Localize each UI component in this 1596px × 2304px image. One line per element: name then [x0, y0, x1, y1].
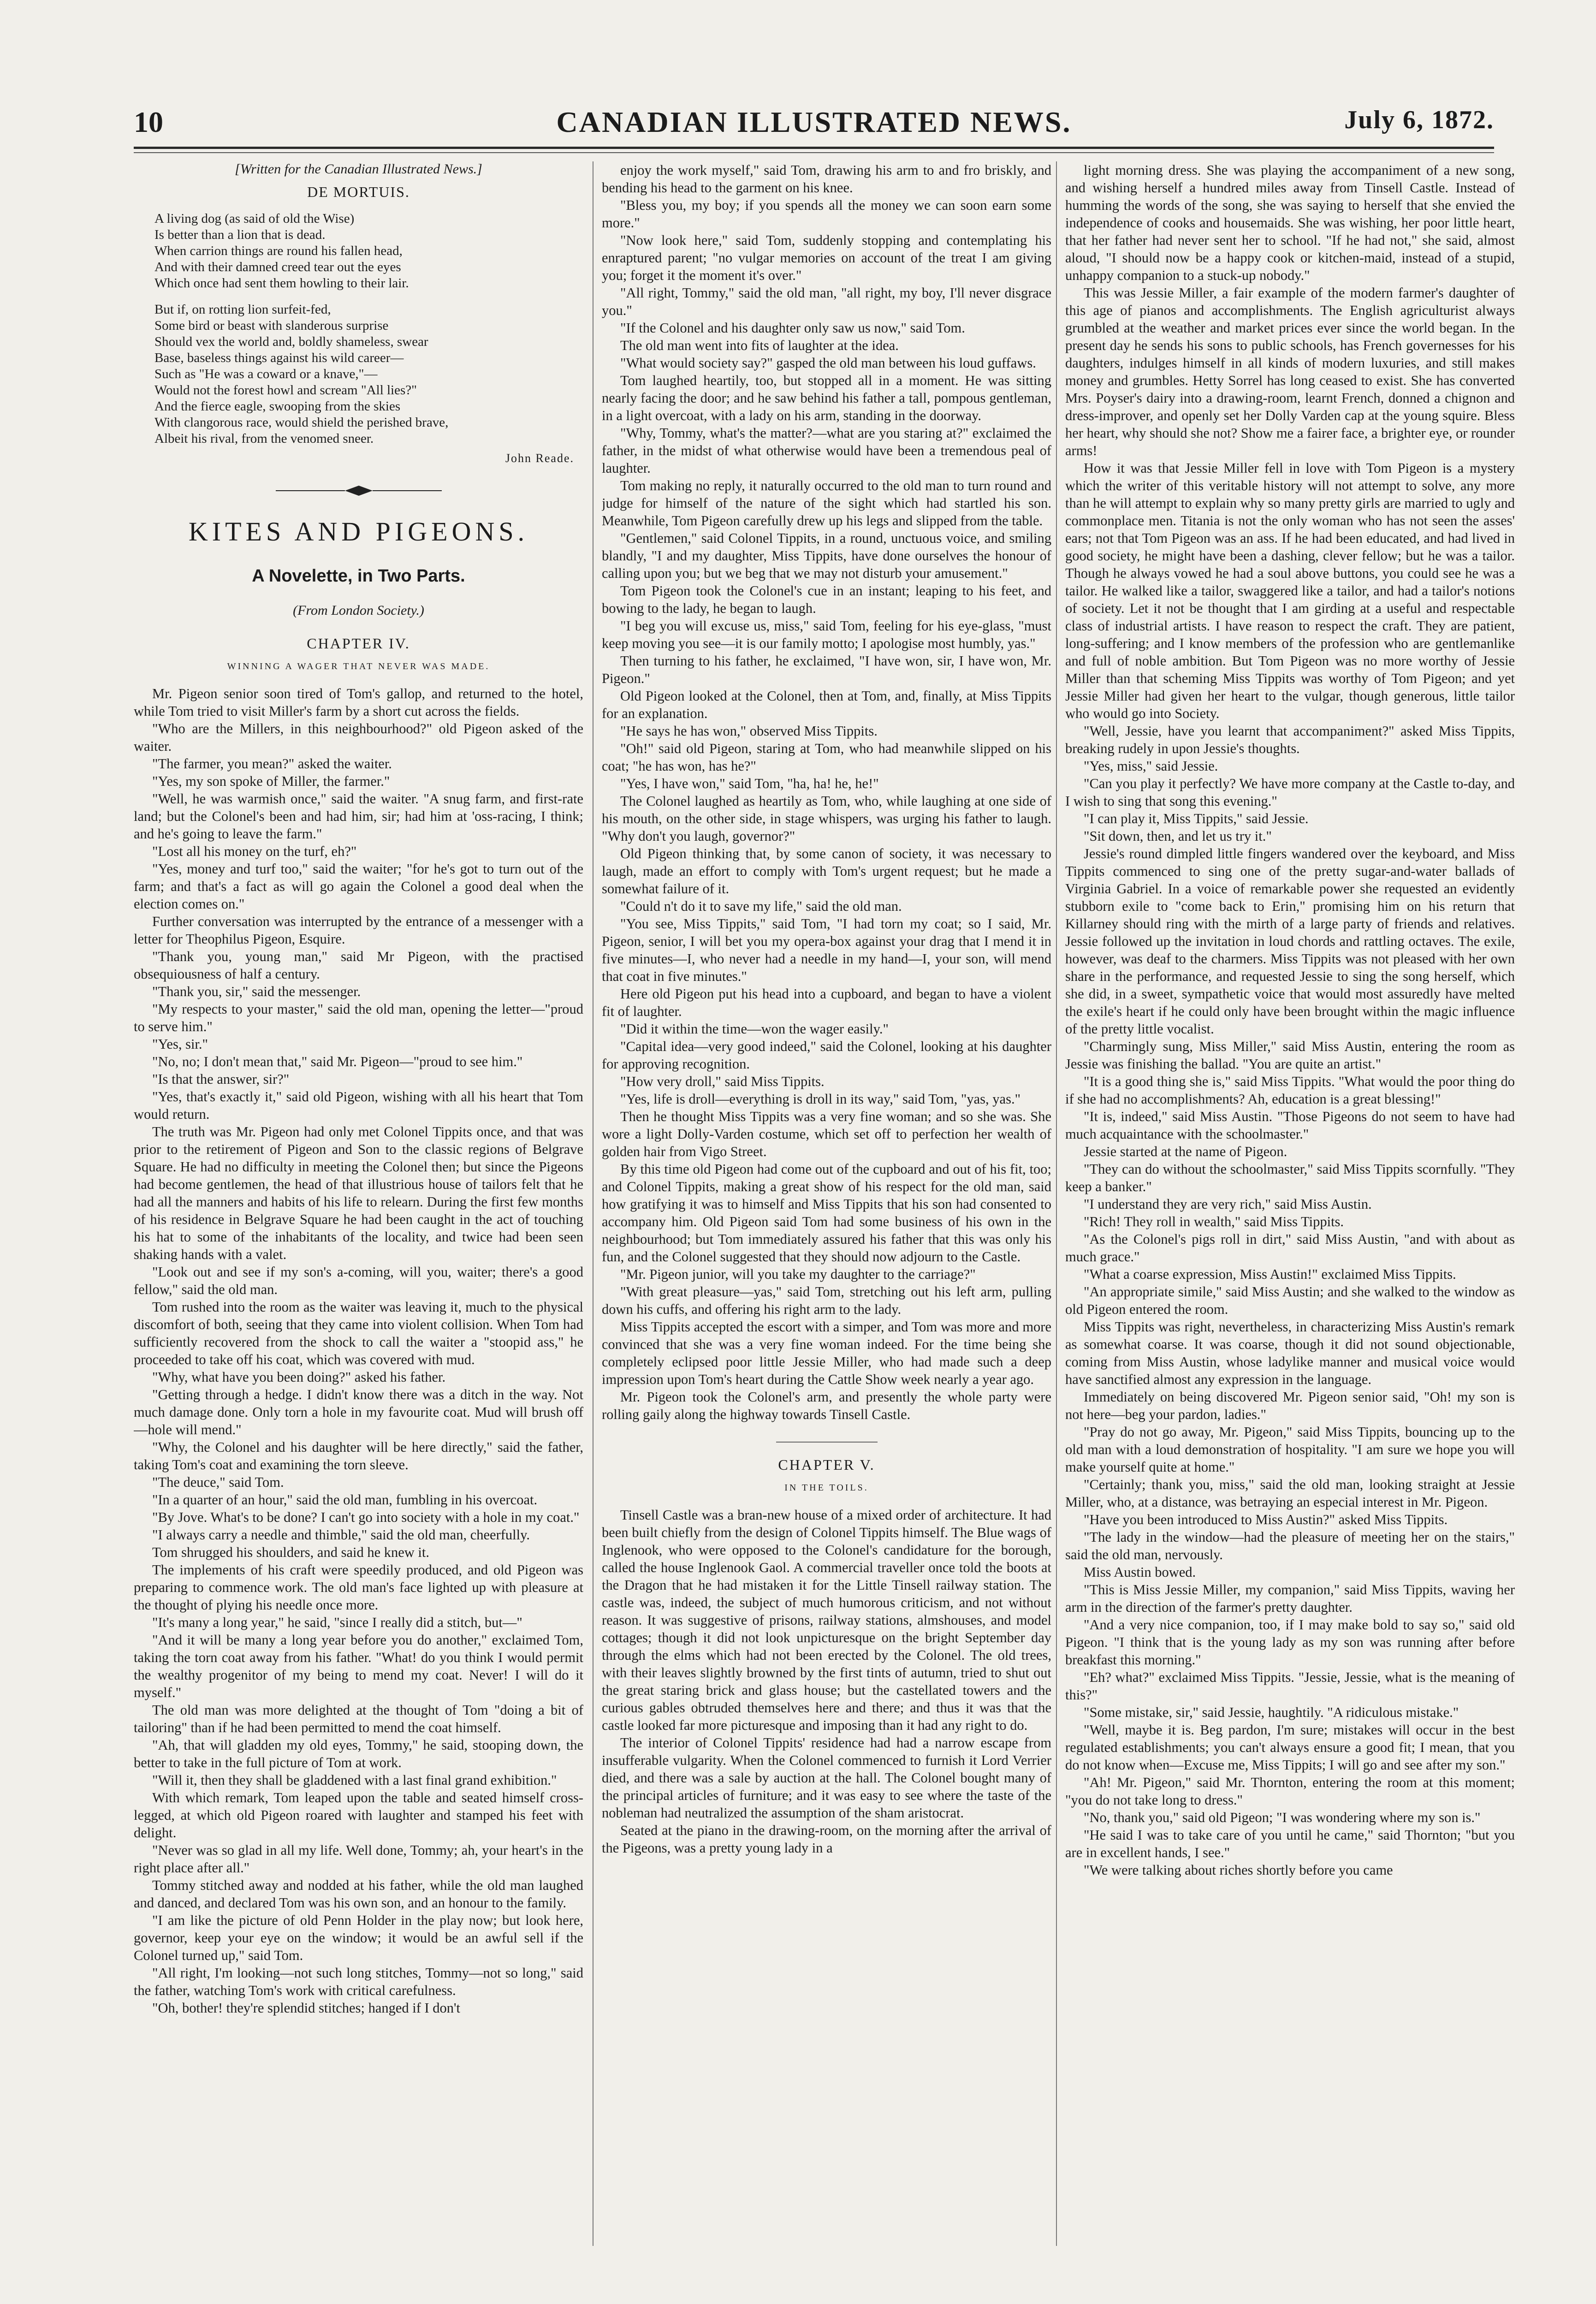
paragraph: "Lost all his money on the turf, eh?" [152, 843, 357, 859]
paragraph: "It is a good thing she is," said Miss Tippits. "What would the poor thing do if she had no accomplishments? Ah, education is a great blessing!" [1065, 1074, 1515, 1107]
column-3 [1065, 161, 1515, 2246]
paragraph: "Eh? what?" exclaimed Miss Tippits. "Jessie, Jessie, what is the meaning of this?" [1065, 1669, 1515, 1703]
paragraph: "If the Colonel and his daughter only saw us now," said Tom. [620, 320, 965, 336]
paragraph: "Sit down, then, and let us try it." [1084, 828, 1272, 844]
paragraph: "Getting through a hedge. I didn't know there was a ditch in the way. Not much damage done. Only torn a hole in my favourite coat. Mud will brush off—hole will mend." [134, 1387, 583, 1437]
paragraph: "And a very nice companion, too, if I may make bold to say so," said old Pigeon. "I think that is the young lady as my son was running after before breakfast this morning." [1065, 1617, 1515, 1668]
paragraph: The truth was Mr. Pigeon had only met Colonel Tippits once, and that was prior to the retirement of Pigeon and Son to the classic regions of Belgrave Square. He had no difficulty in meeting the Colonel then; but since the Pigeons had become gentlemen, the head of that illustrious house of tailors felt that he had all the manners and habits of his life to relearn. During the first few months of his residence in Belgrave Square he had been caught in the act of touching his hat to some of the inhabitants of the locality, and twice had been seen shaking hands with a valet. [134, 1124, 583, 1262]
paragraph: Further conversation was interrupted by the entrance of a messenger with a letter for Theophilus Pigeon, Esquire. [134, 914, 583, 947]
paragraph: "As the Colonel's pigs roll in dirt," said Miss Austin, "and with about as much grace." [1065, 1231, 1515, 1265]
article-text [134, 685, 583, 2017]
paragraph: "Will it, then they shall be gladdened with a last final grand exhibition." [152, 1772, 557, 1788]
paragraph: This was Jessie Miller, a fair example of the modern farmer's daughter of this age of pianos and accomplishments. The English agriculturist always grumbled at the weather and market prices ever since the world began. In the present day he sends his sons to public schools, has French governesses for his daughters, indulges himself in all kinds of modern luxuries, and still makes money and grumbles. Hetty Sorrel has long ceased to exist. She has converted Mrs. Poyser's dairy into a drawing-room, learnt French, donned a chignon and dress-improver, and openly set her Dolly Varden cap at the young squire. Bless her heart, why should she not? Show me a fairer face, a brighter eye, or rounder arms! [1065, 285, 1515, 458]
paragraph: "Yes, I have won," said Tom, "ha, ha! he, he!" [620, 776, 879, 791]
column-1 [134, 161, 583, 2246]
paragraph: "I understand they are very rich," said Miss Austin. [1084, 1196, 1372, 1212]
paragraph: "Ah! Mr. Pigeon," said Mr. Thornton, entering the room at this moment; "you do not take long to dress." [1065, 1775, 1515, 1808]
paragraph: "Yes, miss," said Jessie. [1084, 758, 1218, 774]
paragraph: Jessie started at the name of Pigeon. [1084, 1144, 1287, 1159]
poem-title: DE MORTUIS. [307, 184, 410, 200]
page-number: 10 [134, 106, 163, 138]
paragraph: Tom making no reply, it naturally occurred to the old man to turn round and judge for himself of the nature of the sight which had startled his son. Meanwhile, Tom Pigeon carefully drew up his legs and slipped from the table. [602, 478, 1051, 528]
paragraph: "This is Miss Jessie Miller, my companion," said Miss Tippits, waving her arm in the direction of the farmer's pretty daughter. [1065, 1582, 1515, 1615]
chapter-subheading: WINNING A WAGER THAT NEVER WAS MADE. [227, 661, 490, 671]
paragraph: "I always carry a needle and thimble," said the old man, cheerfully. [152, 1527, 530, 1543]
paragraph: Tinsell Castle was a bran-new house of a mixed order of architecture. It had been built chiefly from the design of Colonel Tippits himself. The Blue wags of Inglenook, who were opposed to the Colonel's candidature for the borough, called the house Inglenook Gaol. A commercial traveller once told the boots at the Dragon that he had mistaken it for the Little Tinsell railway station. The castle was, indeed, the subject of much humorous criticism, and not without reason. It was suggestive of prisons, railway stations, almshouses, and model cottages; though it did not look unpicturesque on the bright September day through the elms which had not been erected by the Colonel. The old trees, with their leaves slightly browned by the first tints of autumn, tried to shut out the great staring brick and glass house; but the castellated towers and the curious gables obtruded themselves here and there; and thus it was that the castle looked far more picturesque and imposing than it had any right to do. [602, 1507, 1051, 1733]
paragraph: The old man went into fits of laughter at the idea. [620, 338, 899, 353]
paragraph: Tommy stitched away and nodded at his father, while the old man laughed and danced, and declared Tom was his own son, and an honour to the family. [134, 1877, 583, 1911]
paragraph: "Why, what have you been doing?" asked his father. [152, 1369, 446, 1385]
paragraph: "It's many a long year," he said, "since I really did a stitch, but—" [152, 1615, 522, 1630]
paragraph: "Bless you, my boy; if you spends all the money we can soon earn some more." [602, 197, 1051, 231]
poem-line: A living dog (as said of old the Wise) [154, 211, 355, 226]
chapter-heading: CHAPTER V. [778, 1456, 875, 1473]
poem-line: Albeit his rival, from the venomed sneer. [154, 431, 374, 446]
paragraph: "Some mistake, sir," said Jessie, haughtily. "A ridiculous mistake." [1084, 1704, 1459, 1720]
paragraph: The interior of Colonel Tippits' residence had had a narrow escape from insufferable vulgarity. When the Colonel commenced to furnish it Lord Verrier died, and there was a sale by auction at the hall. The Colonel bought many of the principal articles of furniture; and it was easy to see where the taste of the nobleman had neutralized the assumption of the sham aristocrat. [602, 1735, 1051, 1821]
paragraph: "The farmer, you mean?" asked the waiter. [152, 756, 392, 772]
paragraph: "Could n't do it to save my life," said the old man. [620, 898, 902, 914]
paragraph: "Who are the Millers, in this neighbourhood?" old Pigeon asked of the waiter. [134, 721, 583, 754]
paragraph: "Look out and see if my son's a-coming, will you, waiter; there's a good fellow," said the old man. [134, 1264, 583, 1297]
paragraph: The old man was more delighted at the thought of Tom "doing a bit of tailoring" than if he had been permitted to mend the coat himself. [134, 1702, 583, 1735]
poem-line: When carrion things are round his fallen head, [154, 243, 403, 258]
poem-author: John Reade. [505, 451, 574, 465]
poem-line: Is better than a lion that is dead. [154, 227, 326, 242]
paragraph: Then he thought Miss Tippits was a very fine woman; and so she was. She wore a light Dolly-Varden costume, which set off to perfection her wealth of golden hair from Vigo Street. [602, 1109, 1051, 1159]
poem-line: Such as "He was a coward or a knave,"— [154, 367, 378, 381]
paragraph: "Ah, that will gladden my old eyes, Tommy," he said, stooping down, the better to take in the full picture of Tom at work. [134, 1737, 583, 1770]
paragraph: "An appropriate simile," said Miss Austin; and she walked to the window as old Pigeon entered the room. [1065, 1284, 1515, 1317]
paragraph: "What a coarse expression, Miss Austin!" exclaimed Miss Tippits. [1084, 1266, 1456, 1282]
paragraph: Then turning to his father, he exclaimed, "I have won, sir, I have won, Mr. Pigeon." [602, 653, 1051, 686]
paragraph: "They can do without the schoolmaster," said Miss Tippits scornfully. "They keep a banker." [1065, 1161, 1515, 1194]
paragraph: "How very droll," said Miss Tippits. [620, 1074, 825, 1089]
article-text [1065, 161, 1515, 1879]
paragraph: Jessie's round dimpled little fingers wandered over the keyboard, and Miss Tippits commenced to sing one of the pretty sugar-and-water ballads of Virginia Gabriel. In a voice of remarkable power she requested an evidently stubborn exile to "come back to Erin," promising him on his return that Killarney should ring with the mirth of a large party of friends and relatives. Jessie followed up the invitation in loud chords and rattling octaves. The exile, however, was deaf to the charmers. Miss Tippits was not pleased with her own share in the performance, and requested Jessie to sing the song herself, which she did, in a sweet, sympathetic voice that would most assuredly have melted the exile's heart if he could only have been brought within the magic influence of the pretty little vocalist. [1065, 846, 1515, 1037]
paragraph: "Did it within the time—won the wager easily." [620, 1021, 889, 1037]
paragraph: "The deuce," said Tom. [152, 1474, 284, 1490]
paragraph: By this time old Pigeon had come out of the cupboard and out of his fit, too; and Colonel Tippits, making a great show of his respect for the old man, said how gratifying it was to himself and Miss Tippits that his son had consented to accompany him. Old Pigeon said Tom had some business of his own in the neighbourhood; but Tom immediately assured his father that this was only his fun, and the Colonel suggested that they should now adjourn to the Castle. [602, 1161, 1051, 1265]
poem-credit: [Written for the Canadian Illustrated News.] [235, 161, 482, 177]
section-rule [776, 1442, 878, 1443]
story-source: (From London Society.) [293, 603, 424, 618]
paragraph: Tom Pigeon took the Colonel's cue in an instant; leaping to his feet, and bowing to the lady, he began to laugh. [602, 583, 1051, 616]
masthead-rule-thin [134, 152, 1494, 153]
paragraph: "Thank you, sir," said the messenger. [152, 984, 361, 999]
stanza-gap [134, 291, 583, 302]
paragraph: "Well, Jessie, have you learnt that accompaniment?" asked Miss Tippits, breaking rudely in upon Jessie's thoughts. [1065, 723, 1515, 756]
paragraph: "The lady in the window—had the pleasure of meeting her on the stairs," said the old man, nervously. [1065, 1529, 1515, 1562]
paragraph: Tom laughed heartily, too, but stopped all in a moment. He was sitting nearly facing the door; and he saw behind his father a tall, pompous gentleman, in a light overcoat, with a lady on his arm, standing in the doorway. [602, 373, 1051, 423]
paragraph: "No, no; I don't mean that," said Mr. Pigeon—"proud to see him." [152, 1054, 523, 1069]
paragraph: Immediately on being discovered Mr. Pigeon senior said, "Oh! my son is not here—beg your pardon, ladies." [1065, 1389, 1515, 1422]
paragraph: "Yes, that's exactly it," said old Pigeon, wishing with all his heart that Tom would return. [134, 1089, 583, 1122]
paragraph: Mr. Pigeon senior soon tired of Tom's gallop, and returned to the hotel, while Tom tried to visit Miller's farm by a short cut across the fields. [134, 686, 583, 719]
issue-date: July 6, 1872. [1344, 106, 1494, 134]
paragraph: Miss Tippits was right, nevertheless, in characterizing Miss Austin's remark as somewhat coarse. It was coarse, though it did not sound objectionable, coming from Miss Austin, whose ladylike manner and musical voice would have sanctified almost any expression in the language. [1065, 1319, 1515, 1387]
paragraph: "I am like the picture of old Penn Holder in the play now; but look here, governor, keep your eye on the window; it would be an awful sell if the Colonel turned up," said Tom. [134, 1912, 583, 1963]
paragraph: "My respects to your master," said the old man, opening the letter—"proud to serve him." [134, 1001, 583, 1034]
paragraph: Seated at the piano in the drawing-room, on the morning after the arrival of the Pigeons, was a pretty young lady in a [602, 1823, 1051, 1856]
poem [134, 161, 583, 465]
paragraph: Miss Austin bowed. [1084, 1564, 1196, 1580]
chapter-heading: CHAPTER IV. [307, 635, 410, 652]
poem-line: Which once had sent them howling to their lair. [154, 276, 409, 291]
paragraph: "Now look here," said Tom, suddenly stopping and contemplating his enraptured parent; "no vulgar memories on account of the treat I am giving you; forget it the moment it's over." [602, 232, 1051, 283]
paragraph: How it was that Jessie Miller fell in love with Tom Pigeon is a mystery which the writer of this veritable history will not attempt to solve, any more than he will attempt to explain why so many pretty girls are married to ugly and commonplace men. Titania is not the only woman who has not seen the asses' ears; not that Tom Pigeon was an ass. If he had been educated, and had lived in good society, he might have been a dashing, clever fellow; but he was a tailor. Though he always vowed he had a soul above buttons, you could see he was a tailor. He walked like a tailor, swaggered like a tailor, and had a tailor's notions of society. Let it not be thought that I am girding at a useful and respectable class of industrial artists. I have reason to respect the craft. They are patient, long-suffering; and I know members of the profession who are gentlemanlike and full of noble ambition. But Tom Pigeon was no more worthy of Jessie Miller than that scheming Miss Tippits was worthy of Tom Pigeon; and yet Jessie Miller had given her heart to the vulgar, though generous, little tailor who would go into Society. [1065, 460, 1515, 721]
paragraph: Miss Tippits accepted the escort with a simper, and Tom was more and more convinced that she was a very fine woman indeed. For the time being she completely eclipsed poor little Jessie Miller, who had made such a deep impression upon Tom's heart during the Cattle Show week nearly a year ago. [602, 1319, 1051, 1387]
poem-line: And the fierce eagle, swooping from the skies [154, 399, 401, 414]
paragraph: Old Pigeon looked at the Colonel, then at Tom, and, finally, at Miss Tippits for an explanation. [602, 688, 1051, 721]
masthead-rule [134, 147, 1494, 149]
paragraph: "Gentlemen," said Colonel Tippits, in a round, unctuous voice, and smiling blandly, "I and my daughter, Miss Tippits, have done ourselves the honour of calling upon you; but we beg that we may not disturb your amusement." [602, 530, 1051, 581]
paragraph: "He said I was to take care of you until he came," said Thornton; "but you are in excellent hands, I see." [1065, 1827, 1515, 1860]
article-text [602, 161, 1051, 1423]
paragraph: "Capital idea—very good indeed," said the Colonel, looking at his daughter for approving recognition. [602, 1039, 1051, 1072]
paragraph: "Rich! They roll in wealth," said Miss Tippits. [1084, 1214, 1344, 1229]
paragraph: "Well, he was warmish once," said the waiter. "A snug farm, and first-rate land; but the Colonel's been and had him, sir; had him at 'oss-racing, I think; and he's going to leave the farm." [134, 791, 583, 842]
paragraph: light morning dress. She was playing the accompaniment of a new song, and wishing herself a hundred miles away from Tinsell Castle. Instead of humming the words of the song, she was saying to herself that she envied the independence of cooks and housemaids. She was wishing, her poor little heart, that her father had never sent her to school. "If he had not," she said, almost aloud, "I should now be a happy cook or kitchen-maid, instead of a stupid, unhappy companion to a stuck-up nobody." [1065, 162, 1515, 283]
poem-line: Some bird or beast with slanderous surprise [154, 318, 389, 333]
paragraph: "Have you been introduced to Miss Austin?" asked Miss Tippits. [1084, 1512, 1448, 1527]
paragraph: "In a quarter of an hour," said the old man, fumbling in his overcoat. [152, 1492, 538, 1508]
paragraph: With which remark, Tom leaped upon the table and seated himself cross-legged, at which old Pigeon roared with laughter and stamped his feet with delight. [134, 1790, 583, 1841]
paragraph: "Yes, my son spoke of Miller, the farmer." [152, 773, 390, 789]
paragraph: "And it will be many a long year before you do another," exclaimed Tom, taking the torn coat away from his father. "What! do you think I would permit the wealthy progenitor of my being to mend my coat. Never! I will do it myself." [134, 1632, 583, 1700]
chapter-subheading: IN THE TOILS. [784, 1483, 869, 1493]
paragraph: "Certainly; thank you, miss," said the old man, looking straight at Jessie Miller, who, at a distance, was betraying an especial interest in Mr. Pigeon. [1065, 1477, 1515, 1510]
paragraph: "I can play it, Miss Tippits," said Jessie. [1084, 811, 1309, 826]
paragraph: "Is that the answer, sir?" [152, 1071, 290, 1087]
paragraph: "What would society say?" gasped the old man between his loud guffaws. [620, 355, 1036, 371]
paragraph: Mr. Pigeon took the Colonel's arm, and presently the whole party were rolling gaily along the highway towards Tinsell Castle. [602, 1389, 1051, 1422]
paragraph: "Yes, money and turf too," said the waiter; "for he's got to turn out of the farm; and that's a fact as will go again the Colonel a good deal when the election comes on." [134, 861, 583, 912]
paragraph: "You see, Miss Tippits," said Tom, "I had torn my coat; so I said, Mr. Pigeon, senior, I will bet you my opera-box against your drag that I mend it in five minutes—I, who never had a needle in my hand—I, your son, will mend that coat in five minutes." [602, 916, 1051, 984]
paragraph: "By Jove. What's to be done? I can't go into society with a hole in my coat." [152, 1509, 580, 1525]
column-divider [1056, 161, 1057, 2246]
paragraph: "We were talking about riches shortly before you came [1084, 1862, 1393, 1878]
ornament-divider-icon [276, 484, 442, 498]
paragraph: "Pray do not go away, Mr. Pigeon," said Miss Tippits, bouncing up to the old man with a loud demonstration of hospitality. "I am sure we hope you will make yourself quite at home." [1065, 1424, 1515, 1475]
article-text [602, 1506, 1051, 1857]
story-title: KITES AND PIGEONS. [188, 517, 529, 546]
paragraph: "All right, Tommy," said the old man, "all right, my boy, I'll never disgrace you." [602, 285, 1051, 318]
paragraph: "He says he has won," observed Miss Tippits. [620, 723, 878, 739]
paragraph: "No, thank you," said old Pigeon; "I was wondering where my son is." [1084, 1810, 1481, 1825]
poem-line: With clangorous race, would shield the perished brave, [154, 415, 449, 430]
paragraph: "Oh, bother! they're splendid stitches; hanged if I don't [152, 2000, 461, 2016]
paragraph: Tom shrugged his shoulders, and said he knew it. [152, 1544, 430, 1560]
poem-line: Should vex the world and, boldly shameless, swear [154, 334, 428, 349]
paragraph: "Oh!" said old Pigeon, staring at Tom, who had meanwhile slipped on his coat; "he has won, has he?" [602, 741, 1051, 774]
poem-line: But if, on rotting lion surfeit-fed, [154, 302, 331, 317]
paragraph: "Thank you, young man," said Mr Pigeon, with the practised obsequiousness of half a century. [134, 949, 583, 982]
poem-line: And with their damned creed tear out the eyes [154, 260, 401, 274]
newspaper-title: CANADIAN ILLUSTRATED NEWS. [556, 106, 1072, 138]
paragraph: "All right, I'm looking—not such long stitches, Tommy—not so long," said the father, watching Tom's work with critical carefulness. [134, 1965, 583, 1998]
paragraph: "Mr. Pigeon junior, will you take my daughter to the carriage?" [620, 1266, 976, 1282]
poem-line: Base, baseless things against his wild career— [154, 350, 404, 365]
paragraph: Old Pigeon thinking that, by some canon of society, it was necessary to laugh, made an effort to comply with Tom's urgent request; but he made a somewhat failure of it. [602, 846, 1051, 897]
paragraph: enjoy the work myself," said Tom, drawing his arm to and fro briskly, and bending his head to the garment on his knee. [602, 162, 1051, 196]
paragraph: "Yes, life is droll—everything is droll in its way," said Tom, "yas, yas." [620, 1091, 1021, 1107]
paragraph: "With great pleasure—yas," said Tom, stretching out his left arm, pulling down his cuffs, and offering his right arm to the lady. [602, 1284, 1051, 1317]
paragraph: Tom rushed into the room as the waiter was leaving it, much to the physical discomfort of both, seeing that they came into violent collision. When Tom had sufficiently recovered from the shock to call the waiter a "stoopid ass," he proceeded to take off his coat, which was covered with mud. [134, 1299, 583, 1367]
paragraph: "I beg you will excuse us, miss," said Tom, feeling for his eye-glass, "must keep moving you see—it is our family motto; I apologise most humbly, yas." [602, 618, 1051, 651]
paragraph: "Why, the Colonel and his daughter will be here directly," said the father, taking Tom's coat and examining the torn sleeve. [134, 1439, 583, 1473]
story-subtitle: A Novelette, in Two Parts. [252, 566, 465, 586]
masthead [134, 105, 1494, 147]
paragraph: Here old Pigeon put his head into a cupboard, and began to have a violent fit of laughter. [602, 986, 1051, 1019]
column-2 [602, 161, 1051, 2246]
paragraph: "Charmingly sung, Miss Miller," said Miss Austin, entering the room as Jessie was finishing the ballad. "You are quite an artist." [1065, 1039, 1515, 1072]
paragraph: "Can you play it perfectly? We have more company at the Castle to-day, and I wish to sing that song this evening." [1065, 776, 1515, 809]
poem-body [134, 211, 583, 447]
paragraph: "Well, maybe it is. Beg pardon, I'm sure; mistakes will occur in the best regulated establishments; you can't always ensure a good fit; I mean, that you do not know when—Excuse me, Miss Tippits; I will go and see after my son." [1065, 1722, 1515, 1773]
paragraph: The Colonel laughed as heartily as Tom, who, while laughing at one side of his mouth, on the other side, in stage whispers, was urging his father to laugh. "Why don't you laugh, governor?" [602, 793, 1051, 844]
paragraph: "Why, Tommy, what's the matter?—what are you staring at?" exclaimed the father, in the midst of what otherwise would have been a tremendous peal of laughter. [602, 425, 1051, 476]
paragraph: The implements of his craft were speedily produced, and old Pigeon was preparing to commence work. The old man's face lighted up with pleasure at the thought of plying his needle once more. [134, 1562, 583, 1613]
paragraph: "Never was so glad in all my life. Well done, Tommy; ah, your heart's in the right place after all." [134, 1842, 583, 1876]
paragraph: "It is, indeed," said Miss Austin. "Those Pigeons do not seem to have had much acquaintance with the schoolmaster." [1065, 1109, 1515, 1142]
poem-line: Would not the forest howl and scream "All lies?" [154, 383, 417, 398]
paragraph: "Yes, sir." [152, 1036, 208, 1052]
